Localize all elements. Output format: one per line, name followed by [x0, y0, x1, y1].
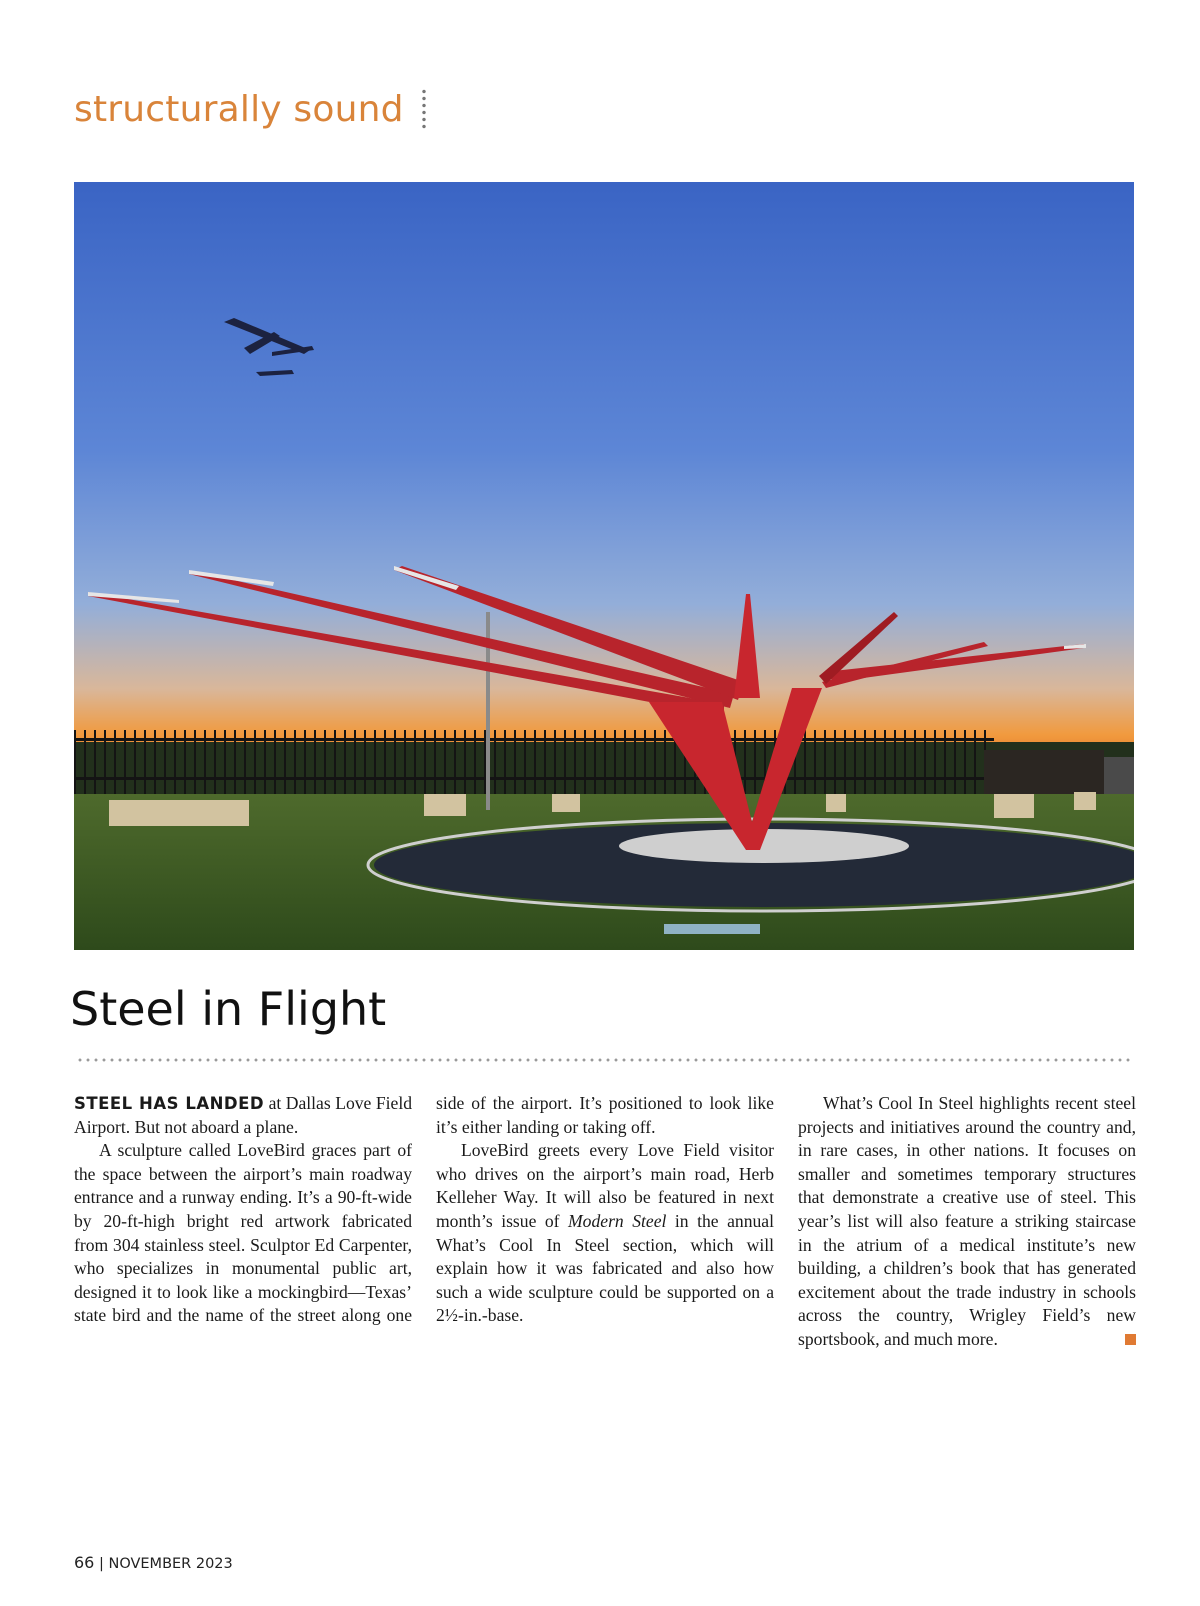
dotted-divider	[76, 1058, 1134, 1062]
paragraph-2: A sculpture called LoveBird graces part of the space between the airport’s main roadway entrance and a runway ending. It’s a 90-ft-wide by 20-ft-high bright red artwork fabricated from 304 stainless steel. Sculptor Ed Carpenter, who specializes in monumental public art, designed it to look like a mockingbird—Texas’ state bird and the name of the street along one side of the airport. It’s positioned to look like it’s either landing or taking off.	[74, 1093, 774, 1326]
page-footer	[74, 1553, 233, 1572]
issue-date: NOVEMBER 2023	[108, 1556, 233, 1572]
magazine-title: Modern Steel	[568, 1210, 667, 1231]
section-label-text: structurally sound	[74, 88, 404, 130]
paragraph-3	[436, 1139, 774, 1328]
paragraph-1	[74, 1092, 412, 1139]
lead-in: STEEL HAS LANDED	[74, 1094, 265, 1113]
feature-photo	[74, 182, 1134, 950]
paragraph-3-text-a: LoveBird greets every Love Field visitor who drives on the airport’s main road, Herb Kelleher Way. It will also be featured in next month’s issue of	[436, 1140, 774, 1231]
section-label	[74, 88, 426, 130]
headline: Steel in Flight	[70, 982, 387, 1036]
vertical-dots-ornament	[422, 88, 426, 130]
page-number: 66	[74, 1553, 95, 1572]
end-mark-icon	[1125, 1334, 1136, 1345]
paragraph-4-text: What’s Cool In Steel highlights recent steel projects and initiatives around the country and, in rare cases, in other nations. It focuses on smaller and sometimes temporary structures that demonstrate a creative use of steel. This year’s list will also feature a striking staircase in the atrium of a medical institute’s new building, a children’s book that has generated excitement about the trade industry in schools across the country, Wrigley Field’s new sportsbook, and much more.	[798, 1093, 1136, 1349]
folio-separator: |	[98, 1556, 104, 1572]
paragraph-4	[798, 1092, 1136, 1352]
article-body	[74, 1092, 1136, 1362]
paragraph-3-text-b: in the annual What’s Cool In Steel section, which will explain how it was fabricated and also how such a wide sculpture could be supported on a 2½-in.-base.	[436, 1210, 774, 1326]
paragraph-1-text: at Dallas Love Field Airport. But not aboard a plane.	[74, 1093, 413, 1137]
